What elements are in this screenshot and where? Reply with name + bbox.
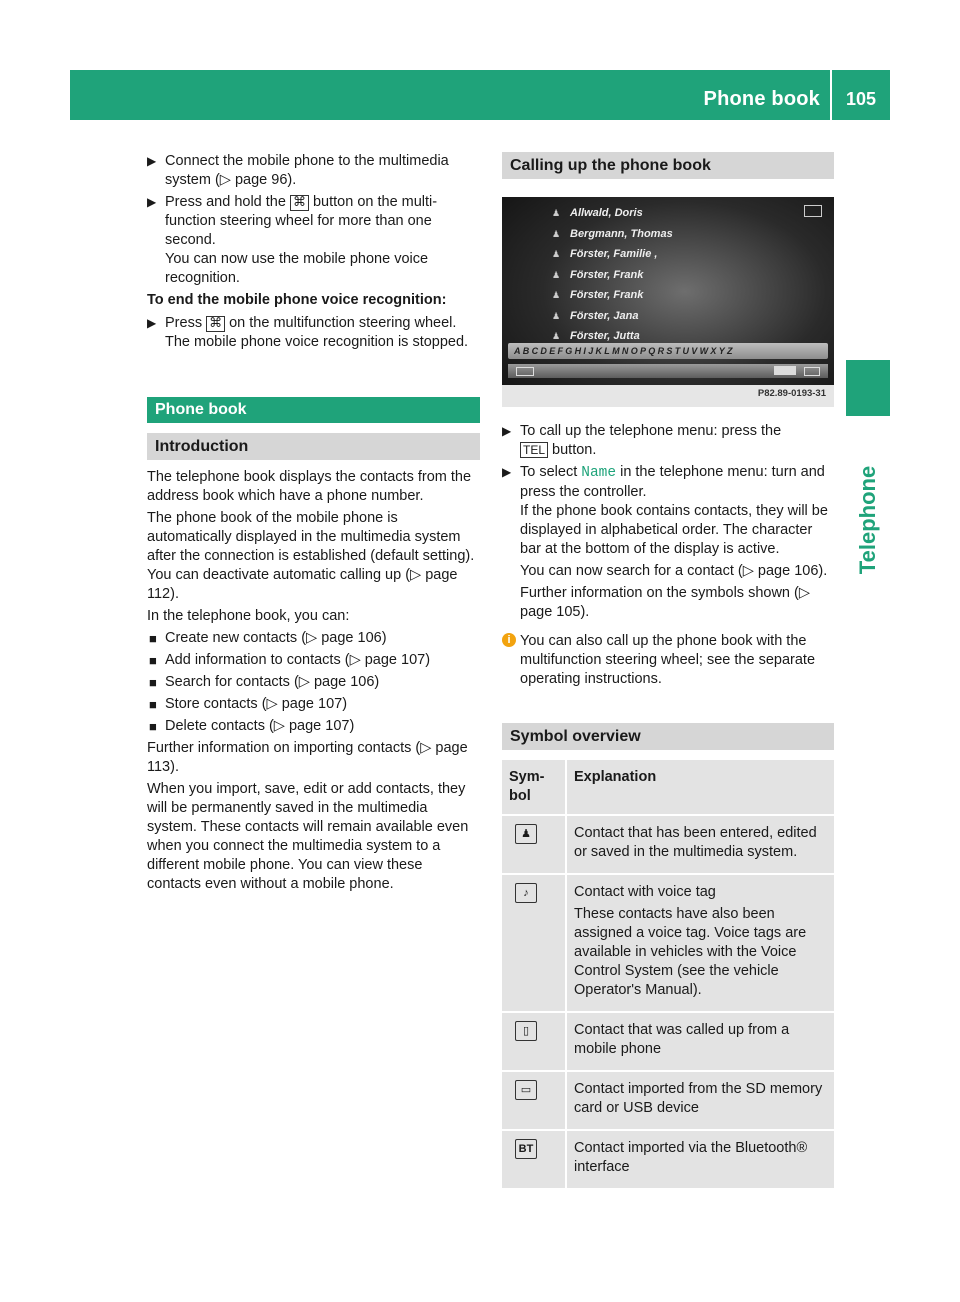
subhead-end-voice: To end the mobile phone voice recognition: [147, 292, 447, 308]
bullet-icon: ■ [149, 675, 157, 690]
column-header-symbol: Sym-bol [502, 760, 566, 815]
side-tab-label [846, 430, 890, 610]
contact-icon: ♟ [552, 290, 561, 300]
list-item: ■ Delete contacts (▷ page 107) [149, 718, 355, 734]
list-item: ■ Store contacts (▷ page 107) [149, 696, 348, 712]
step-select-name: ▶ To select Name in the telephone menu: turn and press the controller. If the phone book contains contacts, they will be displayed in alphabetical order. The character bar at the bottom of the display is active. You can now search for a contact (▷ page 106). Further information on the symbols shown (▷ page 105). [502, 463, 834, 622]
list-item: ■ Add information to contacts (▷ page 107) [149, 652, 431, 668]
list-item: ♟ Förster, Familie , [552, 244, 822, 265]
bullet-icon: ■ [149, 653, 157, 668]
step-press-end [147, 314, 480, 352]
list-item: ■ Search for contacts (▷ page 106) [149, 674, 380, 690]
section-phone-book: Phone book [147, 397, 480, 423]
section-introduction: Introduction [147, 433, 480, 460]
left-column [147, 152, 480, 897]
table-row: ▯ Contact that was called up from a mobile phone [502, 1012, 834, 1071]
list-item: ♟ Förster, Jutta [552, 326, 822, 347]
step-result: You can now use the mobile phone voice recognition. [165, 251, 429, 286]
back-icon [516, 367, 534, 376]
step-press-hold [147, 193, 480, 288]
save-info-paragraph: When you import, save, edit or add contacts, they will be permanently saved in the multimedia system. These contacts will remain available even when you connect the multimedia system to a different mobile phone. You can view these contacts even without a mobile phone. [147, 781, 469, 892]
column-header-explanation: Explanation [566, 760, 834, 815]
phone-book-screenshot [502, 197, 834, 407]
step-text: Press and hold the [165, 194, 290, 210]
step-text: button on the multi-function steering wheel for more than one second. [165, 194, 438, 248]
figure-caption-strip [502, 385, 834, 407]
contact-entered-icon: ♟ [515, 824, 537, 844]
step-text: Press [165, 315, 207, 331]
auto-display-paragraph: The phone book of the mobile phone is automatically displayed in the multimedia system after the connection is established (default setting). You can deactivate automatic calling up (▷ page 112). [147, 510, 475, 602]
symbols-ref-paragraph: Further information on the symbols shown (▷ page 105). [520, 585, 810, 620]
search-paragraph: You can now search for a contact (▷ page 106). [520, 563, 828, 579]
figure-code: P82.89-0193-31 [757, 388, 826, 399]
info-icon: i [502, 633, 516, 647]
intro-paragraph: The telephone book displays the contacts from the address book which have a phone number. [147, 469, 472, 504]
header-title: Phone book [703, 88, 820, 110]
list-item: ♟ Allwald, Doris [552, 203, 822, 224]
side-tab-text: Telephone [855, 465, 880, 575]
can-do-paragraph: In the telephone book, you can: [147, 608, 350, 624]
mode-icon [774, 366, 796, 375]
info-note: i You can also call up the phone book with the multifunction steering wheel; see the separate operating instructions. [502, 632, 834, 689]
contact-icon: ♟ [552, 331, 561, 341]
step-call-menu: ▶ To call up the telephone menu: press the TEL button. [502, 423, 782, 458]
symbol-table [502, 760, 834, 1190]
list-item: ♟ Förster, Jana [552, 306, 822, 327]
contact-list [552, 203, 822, 347]
step-arrow-icon: ▶ [147, 154, 157, 168]
step-text: on the multifunction steering wheel. [225, 315, 457, 331]
step-arrow-icon: ▶ [502, 424, 512, 438]
page-ref-icon: ▷ [219, 172, 231, 188]
tel-key: TEL [520, 442, 548, 458]
list-item: ♟ Bergmann, Thomas [552, 224, 822, 245]
table-row: BT Contact imported via the Bluetooth® interface [502, 1130, 834, 1189]
contact-icon: ♟ [552, 269, 561, 280]
sd-usb-contact-icon: ▭ [515, 1080, 537, 1100]
section-calling-up: Calling up the phone book [502, 152, 834, 179]
step-text: Connect the mobile phone to the multimedia system ( [165, 153, 449, 188]
section-symbol-overview: Symbol overview [502, 723, 834, 750]
right-column [502, 152, 834, 1190]
contact-icon: ♟ [552, 228, 561, 239]
bullet-icon: ■ [149, 719, 157, 734]
screen-bottom-bar [508, 364, 828, 378]
step-arrow-icon: ▶ [147, 195, 157, 209]
list-item: ♟ Förster, Frank [552, 285, 822, 306]
step-arrow-icon: ▶ [147, 316, 157, 330]
end-call-button-icon: ⌘ [206, 316, 225, 332]
step-connect-phone [147, 152, 480, 190]
contact-icon: ♟ [552, 249, 561, 259]
character-bar: ABCDEFGHIJKLMNOPQRSTUVWXYZ [508, 343, 828, 359]
list-item: ■ Create new contacts (▷ page 106) [149, 630, 387, 646]
table-row: ♪ Contact with voice tag These contacts have also been assigned a voice tag. Voice tags are available in vehicles with the Voice Control System (see the vehicle Operator's Manual). [502, 874, 834, 1012]
side-tab-marker [846, 360, 890, 416]
page-header [70, 70, 890, 120]
contact-icon: ♟ [552, 310, 561, 321]
import-info-paragraph: Further information on importing contacts (▷ page 113). [147, 740, 468, 775]
bullet-icon: ■ [149, 697, 157, 712]
step-result: The mobile phone voice recognition is stopped. [165, 334, 469, 350]
contact-icon: ♟ [552, 208, 561, 218]
delete-icon [804, 367, 820, 376]
bluetooth-contact-icon: BT [515, 1139, 537, 1159]
step-arrow-icon: ▶ [502, 465, 512, 479]
menu-item-name: Name [581, 465, 617, 481]
mobile-phone-contact-icon: ▯ [515, 1021, 537, 1041]
page-number: 105 [845, 89, 877, 109]
table-row: ▭ Contact imported from the SD memory card or USB device [502, 1071, 834, 1130]
step-result: If the phone book contains contacts, they will be displayed in alphabetical order. The character bar at the bottom of the display is active. [520, 503, 828, 557]
table-row: ♟ Contact that has been entered, edited or saved in the multimedia system. [502, 815, 834, 874]
bullet-icon: ■ [149, 631, 157, 646]
table-header-row [502, 760, 834, 815]
voice-tag-icon: ♪ [515, 883, 537, 903]
list-item: ♟ Förster, Frank [552, 265, 822, 286]
step-text: page 96). [230, 172, 297, 188]
voice-button-icon: ⌘ [290, 195, 309, 211]
